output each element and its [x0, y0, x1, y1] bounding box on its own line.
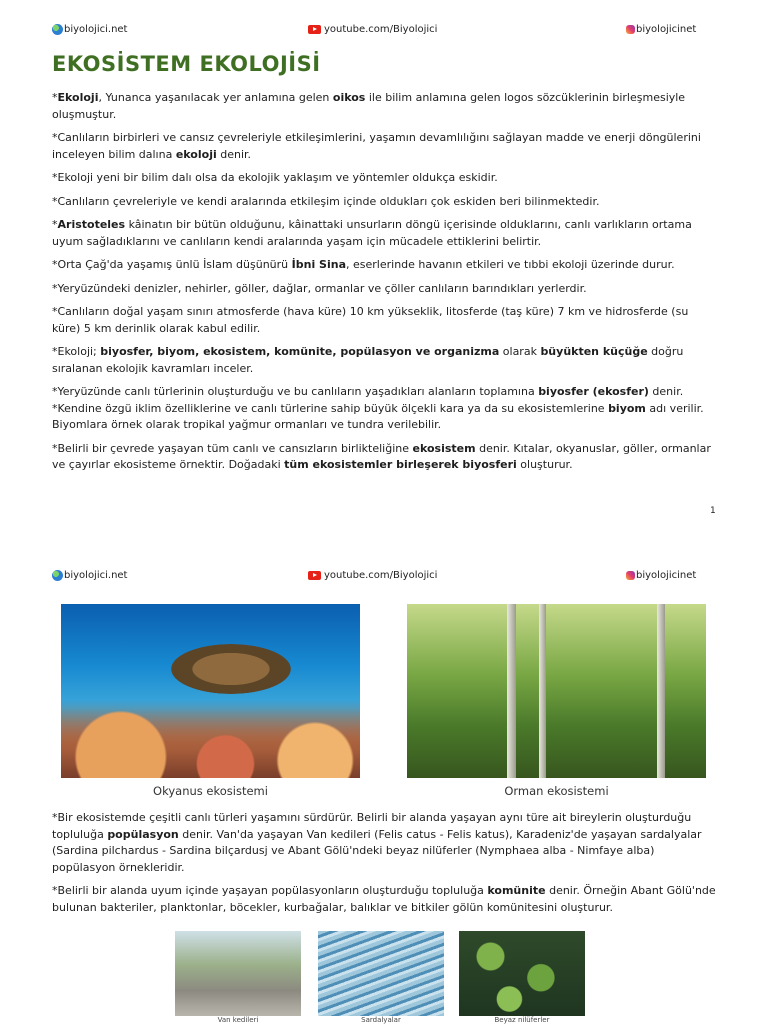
- site-label: biyolojici.net: [64, 570, 128, 581]
- text-run: denir. Örneğin Abant Gölü'nde bulunan bakteriler, planktonlar, böcekler, kurbağalar, balıklar ve bitkiler gölün komünitesini oluşturur.: [52, 884, 716, 914]
- text-run: ile bilim anlamına gelen logos sözcüklerinin birleşmesiyle oluşmuştur.: [52, 91, 686, 121]
- paragraph: [52, 281, 720, 298]
- text-run: *Bir ekosistemde çeşitli canlı türleri yaşamını sürdürür. Belirli bir alanda yaşayan aynı türe ait bireylerin oluşturduğu topluluğa: [52, 811, 692, 841]
- paragraph: [52, 810, 720, 876]
- bold-term: ekosistem: [412, 441, 476, 455]
- paragraph: [52, 130, 720, 163]
- text-run: *Ekoloji yeni bir bilim dalı olsa da ekolojik yaklaşım ve yöntemler oldukça eskidir.: [52, 171, 498, 184]
- bold-term: tüm ekosistemler birleşerek biyosferi: [284, 458, 517, 471]
- text-run: doğru sıralanan ekolojik kavramları inceler.: [52, 345, 684, 375]
- coral-reef-shape: [61, 708, 360, 778]
- text-run: , eserlerinde havanın etkileri ve tıbbi ekoloji üzerinde durur.: [346, 258, 675, 271]
- paragraph: [52, 441, 720, 474]
- forest-caption: Orman ekosistemi: [504, 784, 609, 798]
- page-header-2: [52, 570, 697, 586]
- birch-trunk: [657, 604, 665, 778]
- youtube-link[interactable]: [308, 24, 437, 35]
- text-run: *Canlıların doğal yaşam sınırı atmosferde (hava küre) 10 km yükseklik, litosferde (taş küre) 7 km ve hidrosferde (su küre) 5 km derinlik olarak kabul edilir.: [52, 305, 689, 335]
- paragraph: [52, 217, 720, 250]
- ecosystem-images: [61, 604, 706, 778]
- text-run: *Belirli bir çevrede yaşayan tüm canlı ve cansızların birlikteliğine: [52, 441, 413, 455]
- instagram-label: biyolojicinet: [636, 24, 697, 35]
- bold-term: büyükten küçüğe: [540, 345, 648, 358]
- instagram-icon: [626, 571, 635, 580]
- youtube-label: youtube.com/Biyolojici: [324, 24, 438, 35]
- text-run: , Yunanca yaşanılacak yer anlamına gelen: [98, 91, 333, 104]
- birch-trunk: [507, 604, 516, 778]
- paragraph: [52, 194, 720, 211]
- text-run: *: [52, 91, 58, 104]
- paragraph: [52, 344, 720, 377]
- site-label: biyolojici.net: [64, 24, 128, 35]
- birch-trunk: [539, 604, 546, 778]
- bold-term: komünite: [487, 884, 546, 897]
- globe-icon: [52, 570, 63, 581]
- sea-turtle-shape: [171, 644, 291, 694]
- text-run: *Ekoloji;: [52, 345, 101, 358]
- youtube-icon: [308, 571, 321, 580]
- site-link[interactable]: [52, 570, 127, 581]
- body-text-page2: [52, 810, 720, 923]
- text-run: denir.: [216, 147, 252, 161]
- instagram-link[interactable]: [626, 570, 696, 581]
- instagram-icon: [626, 25, 635, 34]
- bold-term: İbni Sina: [291, 258, 347, 271]
- instagram-label: biyolojicinet: [636, 570, 697, 581]
- text-run: olarak: [499, 345, 541, 358]
- text-run: denir. Kıtalar, okyanuslar, göller, ormanlar ve çayırlar ekosisteme örnektir. Doğadaki: [52, 441, 711, 471]
- text-run: *: [52, 218, 58, 231]
- sardines-image: [318, 931, 444, 1016]
- youtube-icon: [308, 25, 321, 34]
- text-run: *Kendine özgü iklim özelliklerine ve canlı türlerine sahip büyük ölçekli kara ya da su ekosistemlerine: [52, 401, 609, 415]
- text-run: *Canlıların birbirleri ve cansız çevreleriyle etkileşimlerini, yaşamın devamlılığını sağlayan madde ve enerji döngülerini inceleyen bilim dalına: [52, 131, 701, 161]
- text-run: *Belirli bir alanda uyum içinde yaşayan popülasyonların oluşturduğu topluluğa: [52, 884, 488, 897]
- bold-term: Aristoteles: [57, 218, 126, 231]
- site-link[interactable]: [52, 24, 127, 35]
- paragraph: [52, 170, 720, 187]
- paragraph: [52, 90, 720, 123]
- thumb-caption: Beyaz nilüferler: [494, 1016, 550, 1024]
- page-title: EKOSİSTEM EKOLOJİSİ: [52, 52, 321, 76]
- bold-term: biyosfer, biyom, ekosistem, komünite, popülasyon ve organizma: [100, 345, 500, 358]
- paragraph: [52, 304, 720, 337]
- text-run: kâinatın bir bütün olduğunu, kâinattaki unsurların döngü içerisinde olduklarını, canlı varlıkların ortama uyum sağladıklarını ve canlıların kendi aralarında yaşam için mücadele ettiklerini belirtir.: [52, 218, 692, 248]
- text-run: *Canlıların çevreleriyle ve kendi aralarında etkileşim içinde oldukları çok eskiden beri bilinmektedir.: [52, 194, 600, 208]
- globe-icon: [52, 24, 63, 35]
- forest-ecosystem-image: [407, 604, 706, 778]
- youtube-label: youtube.com/Biyolojici: [324, 570, 438, 581]
- text-run: denir. Van'da yaşayan Van kedileri (Felis catus - Felis katus), Karadeniz'de yaşayan sardalyalar (Sardina pilchardus - Sardina bilçardusj ve Abant Gölü'ndeki beyaz nilüferler (Nymphaea alba - Nimfaye alba) popülasyon örnekleridir.: [52, 827, 702, 874]
- page-header: [52, 24, 697, 40]
- paragraph: [52, 257, 720, 274]
- text-run: *Yeryüzünde canlı türlerinin oluşturduğu ve bu canlıların yaşadıkları alanların toplamına: [52, 385, 539, 398]
- paragraph: [52, 883, 720, 916]
- bold-term: biyom: [608, 401, 646, 415]
- paragraph: [52, 384, 720, 434]
- instagram-link[interactable]: [626, 24, 696, 35]
- youtube-link[interactable]: [308, 570, 437, 581]
- text-run: *Orta Çağ'da yaşamış ünlü İslam düşünürü: [52, 258, 292, 271]
- water-lilies-image: [459, 931, 585, 1016]
- example-thumbnails: [175, 931, 585, 1016]
- page-number: 1: [710, 506, 716, 516]
- bold-term: Ekoloji: [57, 91, 99, 104]
- body-text-page1: [52, 90, 720, 481]
- thumb-caption: Van kedileri: [217, 1016, 259, 1024]
- text-run: denir.: [648, 385, 684, 398]
- text-run: *Yeryüzündeki denizler, nehirler, göller, dağlar, ormanlar ve çöller canlıların barındıkları yerlerdir.: [52, 281, 587, 295]
- van-cats-image: [175, 931, 301, 1016]
- ocean-caption: Okyanus ekosistemi: [153, 784, 268, 798]
- text-run: adı verilir. Biyomlara örnek olarak tropikal yağmur ormanları ve tundra verilebilir.: [52, 401, 704, 431]
- thumb-caption: Sardalyalar: [361, 1016, 401, 1024]
- bold-term: popülasyon: [107, 827, 179, 841]
- bold-term: ekoloji: [175, 147, 217, 161]
- ocean-ecosystem-image: [61, 604, 360, 778]
- bold-term: oikos: [332, 91, 366, 104]
- bold-term: biyosfer (ekosfer): [538, 385, 649, 398]
- text-run: oluşturur.: [516, 458, 573, 471]
